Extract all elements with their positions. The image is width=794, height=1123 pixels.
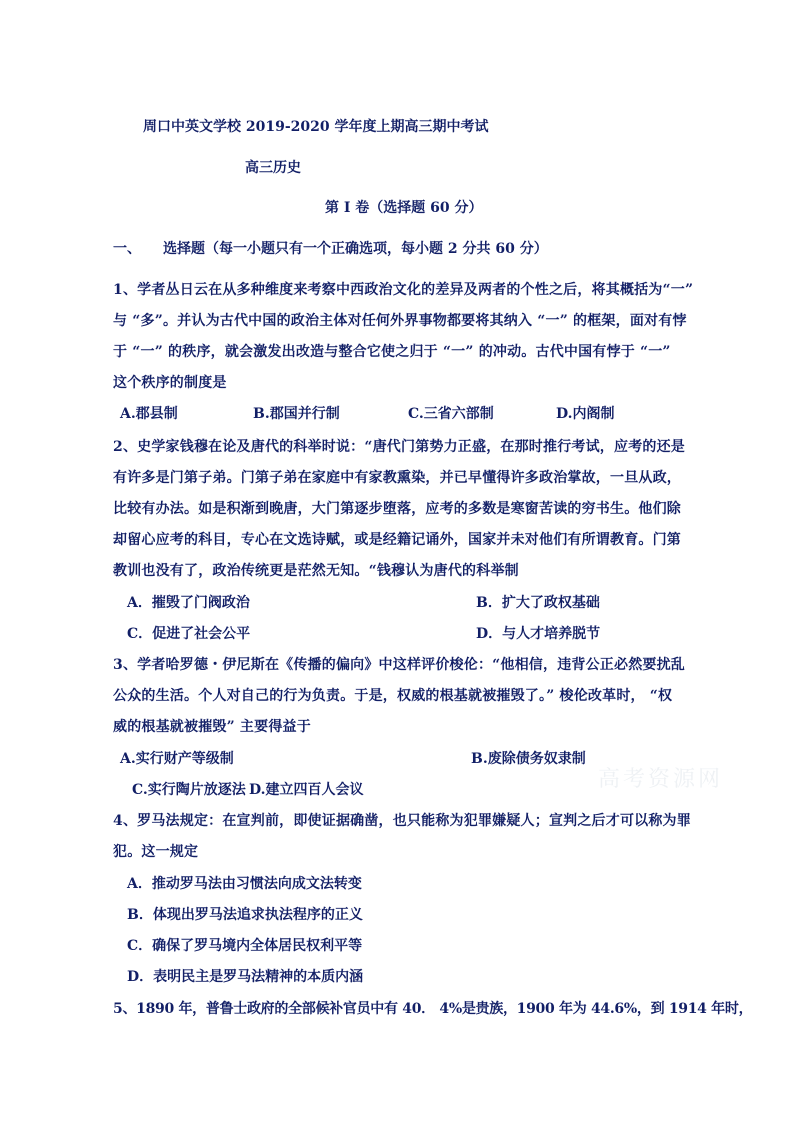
question-3-line-1: 3、学者哈罗德・伊尼斯在《传播的偏向》中这样评价梭伦：“他相信，违背公正必然要扰乱 [113, 657, 685, 673]
question-1-option-d: D.内阁制 [556, 406, 615, 422]
subject-title: 高三历史 [245, 160, 301, 176]
question-1-option-b: B.郡国并行制 [253, 406, 340, 422]
question-4-line-1: 4、罗马法规定：在宣判前，即使证据确凿，也只能称为犯罪嫌疑人；宣判之后才可以称为罪 [113, 813, 691, 829]
question-2-line-1: 2、史学家钱穆在论及唐代的科举时说：“唐代门第势力正盛，在那时推行考试，应考的还是 [113, 439, 685, 455]
exam-title: 周口中英文学校 2019-2020 学年度上期高三期中考试 [143, 119, 489, 135]
question-1-line-3: 于 “一” 的秩序，就会激发出改造与整合它使之归于 “一” 的冲动。古代中国有悖于 “一” [113, 344, 671, 360]
question-3-option-a: A.实行财产等级制 [120, 751, 234, 767]
question-2-option-c: C．促进了社会公平 [127, 626, 251, 642]
question-3-option-d: D.建立四百人会议 [249, 782, 364, 798]
question-1-option-c: C.三省六部制 [408, 406, 494, 422]
question-2-line-3: 比较有办法。如是积渐到晚唐，大门第逐步堕落，应考的多数是寒窗苦读的穷书生。他们除 [113, 501, 681, 517]
question-1-line-1: 1、学者丛日云在从多种维度来考察中西政治文化的差异及两者的个性之后，将其概括为“一” [113, 282, 694, 298]
question-1-line-2: 与 “多”。并认为古代中国的政治主体对任何外界事物都要将其纳入 “一” 的框架，面对有悖 [113, 313, 687, 329]
question-4-line-2: 犯。这一规定 [113, 844, 199, 860]
question-4-option-b: B．体现出罗马法追求执法程序的正义 [127, 907, 363, 923]
watermark: 高考资源网 [598, 767, 724, 792]
question-4-option-d: D．表明民主是罗马法精神的本质内涵 [127, 969, 364, 985]
part-instruction: 选择题（每一小题只有一个正确选项，每小题 2 分共 60 分） [163, 241, 548, 257]
question-2-option-d: D．与人才培养脱节 [476, 626, 601, 642]
section-title: 第 I 卷（选择题 60 分） [325, 200, 483, 216]
question-4-option-c: C．确保了罗马境内全体居民权利平等 [127, 938, 363, 954]
question-2-line-4: 却留心应考的科目，专心在文选诗赋，或是经籍记诵外，国家并未对他们有所谓教育。门第 [113, 532, 681, 548]
question-2-line-2: 有许多是门第子弟。门第子弟在家庭中有家教熏染，并已早懂得许多政治掌故，一旦从政， [113, 470, 681, 486]
question-3-line-2: 公众的生活。个人对自己的行为负责。于是，权威的根基就被摧毁了。” 梭伦改革时， “权 [113, 688, 673, 704]
question-5-line-1: 5、1890 年，普鲁士政府的全部候补官员中有 40． 4%是贵族，1900 年为 44.6%，到 1914 年时， [113, 1001, 753, 1017]
question-1-line-4: 这个秩序的制度是 [113, 375, 227, 391]
question-2-option-a: A．摧毁了门阀政治 [127, 595, 250, 611]
question-2-line-5: 教训也没有了，政治传统更是茫然无知。“钱穆认为唐代的科举制 [113, 563, 519, 579]
question-1-option-a: A.郡县制 [120, 406, 178, 422]
question-3-line-3: 威的根基就被摧毁” 主要得益于 [113, 719, 311, 735]
part-number: 一、 [113, 241, 141, 257]
question-3-option-c: C.实行陶片放逐法 [132, 782, 246, 798]
question-3-option-b: B.废除债务奴隶制 [471, 751, 586, 767]
question-4-option-a: A．推动罗马法由习惯法向成文法转变 [127, 876, 362, 892]
question-2-option-b: B．扩大了政权基础 [476, 595, 600, 611]
